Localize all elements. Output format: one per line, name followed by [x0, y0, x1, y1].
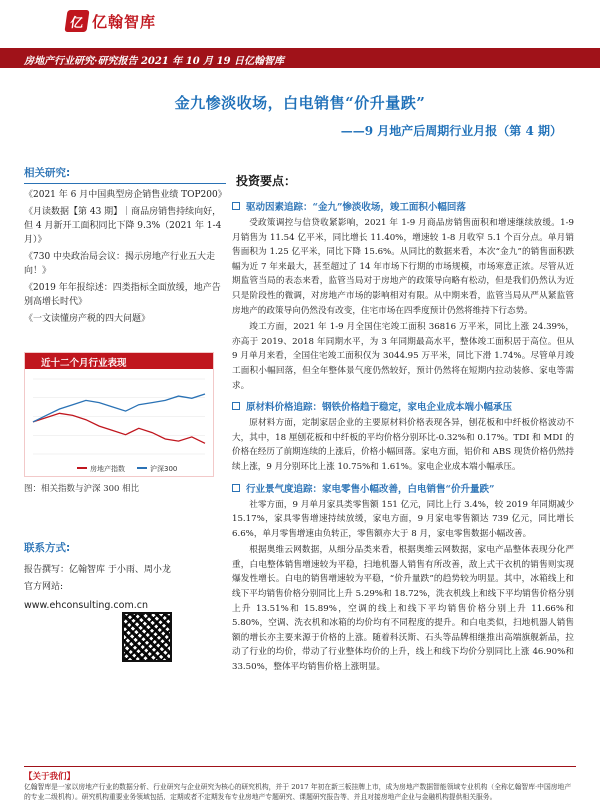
header-bar: 房地产行业研究·研究报告 2021 年 10 月 19 日亿翰智库 — [0, 48, 600, 68]
main-content — [232, 172, 574, 677]
related-item[interactable]: 《2021 年 6 月中国典型房企销售业绩 TOP200》 — [24, 190, 227, 200]
series-line — [33, 394, 205, 422]
qr-code-icon — [122, 612, 172, 662]
page-title: 金九惨淡收场，白电销售“价升量跌” — [174, 94, 426, 112]
contact-site-label: 官方网站: — [24, 582, 64, 592]
checkbox-square-icon — [232, 202, 240, 210]
investment-heading: 投资要点： — [236, 174, 297, 188]
contact-author: 报告撰写：亿翰智库 于小雨、周小龙 — [24, 565, 171, 575]
related-heading: 相关研究: — [24, 165, 226, 184]
section-heading — [232, 399, 574, 413]
logo-text: 亿翰智库 — [92, 12, 157, 31]
related-item[interactable]: 《2019 年年报综述：四类指标全面放缓，地产告别高增长时代》 — [24, 283, 221, 307]
chart-canvas — [25, 369, 213, 476]
related-item[interactable]: 《一文读懂房产税的四大问题》 — [24, 314, 151, 324]
section-heading — [232, 481, 574, 495]
section-title: 行业景气度追踪：家电零售小幅改善，白电销售“价升量跌” — [246, 483, 495, 495]
logo-mark-icon: 亿 — [64, 10, 89, 32]
website-link[interactable]: www.ehconsulting.com.cn — [24, 600, 148, 611]
footer — [24, 766, 576, 800]
section-title: 驱动因素追踪：“金九”惨淡收场，竣工面积小幅回落 — [246, 202, 466, 213]
page-subtitle: ——9 月地产后周期行业月报（第 4 期） — [340, 124, 562, 138]
section-heading — [232, 199, 574, 213]
series-line — [33, 413, 205, 443]
paragraph: 根据奥维云网数据，从细分品类来看，根据奥维云网数据，家电产品整体表现分化严重，白电整体销售增速较为平稳，扫地机器人销售有所改善，敌上式干衣机的销售则实现爆发性增长。白电的销售增速较为平稳，“价升量跌”的趋势较为明显。其中，冰箱线上和线下平均销售价格分别同比上升 5.29%和 18.72%，洗衣机线上和线下平均销售价格分别上升 13.51%和 15.89%，空调的线上和线下平均销售价格分别上升 11.66%和 5.80%，空调、洗衣机和冰箱的均价均有不同程度的提升。和白电类似，扫地机器人销售额的增长亦主要来源于价格的上涨。随着科沃斯、石头等品牌相继推出高端旗舰新品，拉动了行业的均价，带动了行业整体均价的上升，线上和线下均价分别同比上涨 46.90%和 33.50%，整体平均销售价格上涨明显。 — [232, 545, 574, 673]
related-item[interactable]: 《730 中央政治局会议：揭示房地产行业五大走向！》 — [24, 252, 216, 276]
footer-text: 亿翰智库是一家以房地产行业的数据分析、行业研究与企业研究为核心的研究机构，并于 2017 年初在新三板挂牌上市，成为房地产数据智能领域专业机构（全称亿翰智库·中国房地产的专业二级机构）。研究机构重要业务领域包括，定期或者不定期发布专业房地产专题研究、课题研究报告等，并且对接房地产企业与金融机构提供相关服务。 — [24, 783, 572, 800]
checkbox-square-icon — [232, 484, 240, 492]
sidebar — [24, 165, 226, 329]
brand-logo — [66, 8, 176, 34]
checkbox-square-icon — [232, 402, 240, 410]
contact-block — [24, 540, 214, 611]
paragraph: 原材料方面，定制家居企业的主要原材料价格表现各异，刨花板和中纤板价格波动不大，其中，18 厘刨花板和中纤板的平均价格分别环比-0.32%和 0.17%。TDI 和 MDI 的价格在经历了前期连续的上涨后，价格小幅回落。家电方面，铝价和 ABS 现货价格仍然持续上涨，9 月分别环比上涨 10.75%和 1.61%。家电企业成本端小幅承压。 — [232, 418, 574, 472]
paragraph: 受政策调控与信贷收紧影响，2021 年 1-9 月商品房销售面积和增速继续放缓。1-9 月销售为 11.54 亿平米，同比增长 11.40%，增速较 1-8 月收窄 5.1 个百分点。单月销售面积为 1.25 亿平米，同比下降 15.6%。从同比的数据来看，本次“金九”的销售面积跌幅为近 7 年来最大，甚至超过了 14 年市场下行期的市场规模，市场寒意正浓。尽管从近期监管当局的表态来看，监管当局对于房地产的政策导向略有松动，但是我们仍然认为近只是阶段性的微调，对房地产市场的影响相对有限。从中期来看，监管当局从严从紧监管房地产的政策导向仍然没有改变，住宅市场在四季度预计仍然将维持下行态势。 — [232, 218, 574, 316]
legend-label: 房地产指数 — [90, 465, 125, 473]
chart-caption: 图：相关指数与沪深 300 相比 — [24, 484, 140, 494]
paragraph: 社零方面，9 月单月家具类零售额 151 亿元，同比上行 3.4%，较 2019 年同期减少 15.17%，家具零售增速持续放缓，家电方面，9 月家电零售额达 739 亿元，同比增长 6.6%，单月零售增速由负转正，零售额亦大于 8 月，家电零售数据小幅改善。 — [232, 499, 574, 539]
chart-title: 近十二个月行业表现 — [25, 353, 213, 369]
section-title: 原材料价格追踪：钢铁价格趋于稳定，家电企业成本端小幅承压 — [246, 402, 513, 414]
contact-heading: 联系方式: — [24, 542, 71, 554]
legend-label: 沪深300 — [150, 465, 178, 473]
paragraph: 竣工方面，2021 年 1-9 月全国住宅竣工面积 36816 万平米，同比上涨 24.39%，亦高于 2019、2018 年同期水平，为 3 年同期最高水平，整体竣工面积居于高位。但从 9 月单月来看，全国住宅竣工面积仅为 3044.95 万平米，同比下滑 1.74%。尽管单月竣工面积小幅回落，但全年整体景气度仍然较好，预计仍然将在短期内拉动装修、家电等需求。 — [232, 322, 574, 391]
related-list — [24, 188, 226, 326]
performance-chart — [24, 352, 214, 477]
footer-heading: 【关于我们】 — [24, 772, 76, 782]
related-item[interactable]: 《月读数据【第 43 期】｜商品房销售持续向好，但 4 月新开工面积同比下降 9.3%（2021 年 1-4 月）》 — [24, 207, 222, 245]
